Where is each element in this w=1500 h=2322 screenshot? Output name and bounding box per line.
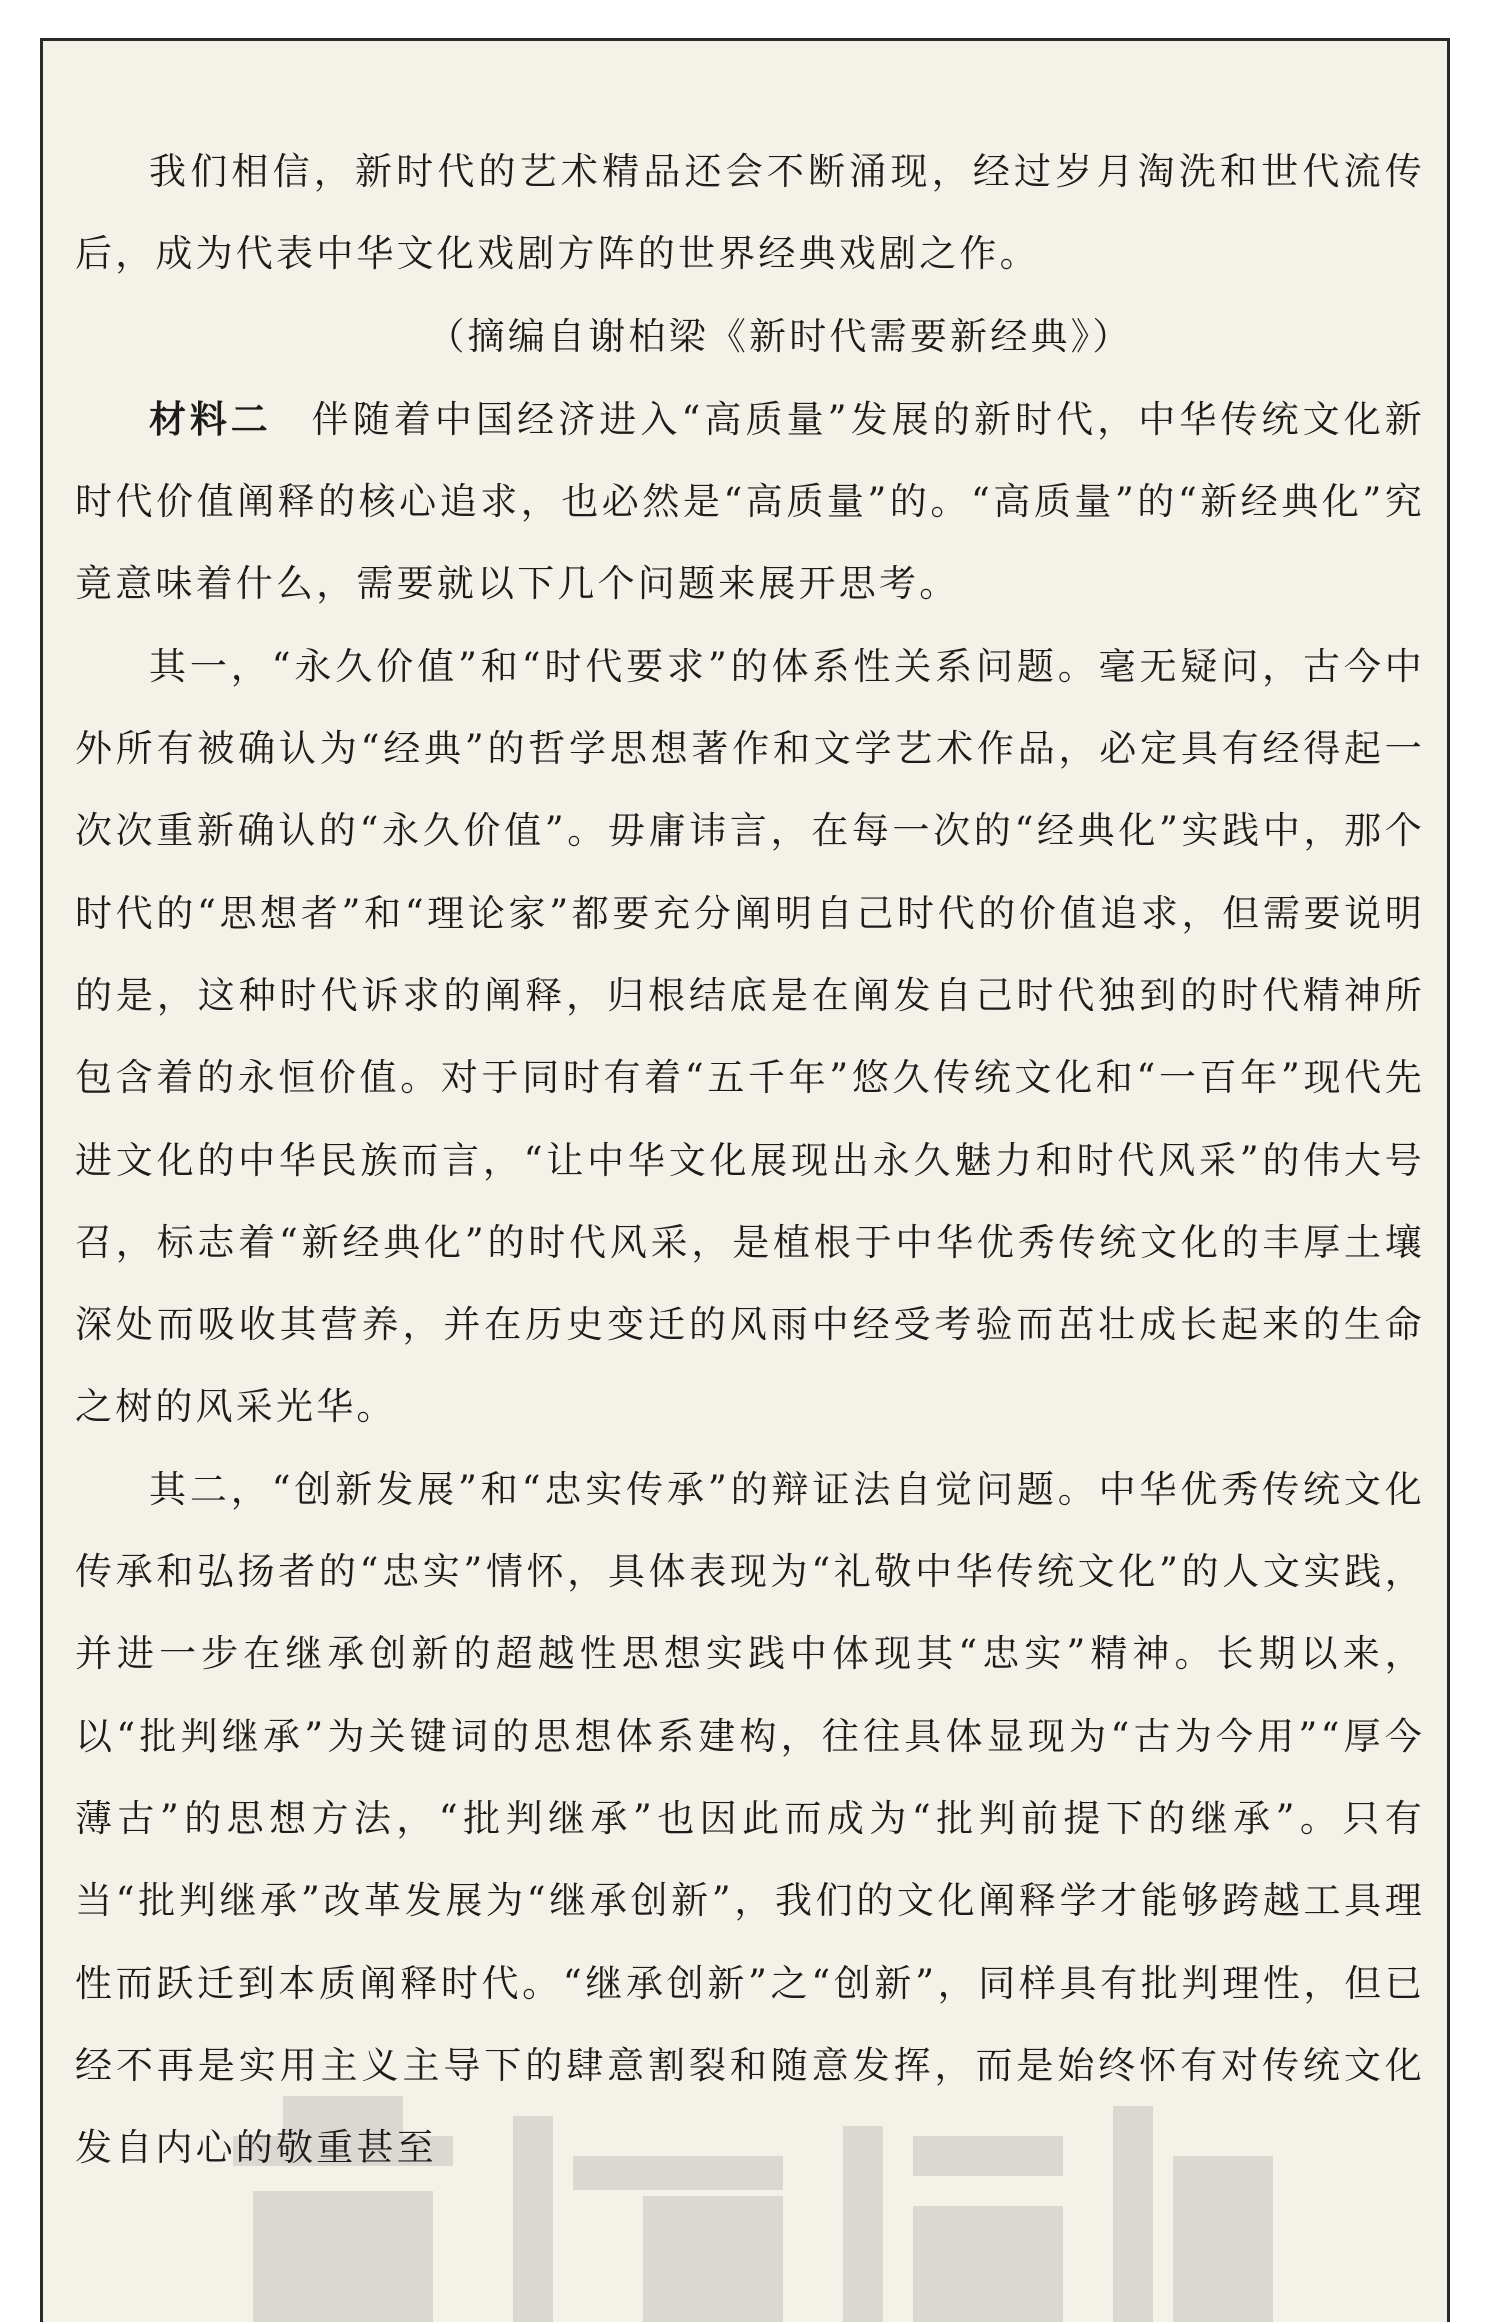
source-citation: （摘编自谢柏梁《新时代需要新经典》） bbox=[427, 314, 1133, 358]
document-page bbox=[40, 38, 1450, 2322]
paragraph-material-two bbox=[75, 378, 1425, 626]
material-label: 材料二 bbox=[149, 396, 272, 441]
paragraph-material-two-text: 伴随着中国经济进入“高质量”发展的新时代，中华传统文化新时代价值阐释的核心追求，也必然是“高质量”的。“高质量”的“新经典化”究竟意味着什么，需要就以下几个问题来展开思考。 bbox=[75, 397, 1425, 606]
paragraph-point-one: 其一，“永久价值”和“时代要求”的体系性关系问题。毫无疑问，古今中外所有被确认为“经典”的哲学思想著作和文学艺术作品，必定具有经得起一次次重新确认的“永久价值”。毋庸讳言，在每一次的“经典化”实践中，那个时代的“思想者”和“理论家”都要充分阐明自己时代的价值追求，但需要说明的是，这种时代诉求的阐释，归根结底是在阐发自己时代独到的时代精神所包含着的永恒价值。对于同时有着“五千年”悠久传统文化和“一百年”现代先进文化的中华民族而言，“让中华文化展现出永久魅力和时代风采”的伟大号召，标志着“新经典化”的时代风采，是植根于中华优秀传统文化的丰厚土壤深处而吸收其营养，并在历史变迁的风雨中经受考验而茁壮成长起来的生命之树的风采光华。 bbox=[75, 644, 1425, 1429]
paragraph-point-two: 其二，“创新发展”和“忠实传承”的辩证法自觉问题。中华优秀传统文化传承和弘扬者的“忠实”情怀，具体表现为“礼敬中华传统文化”的人文实践，并进一步在继承创新的超越性思想实践中体现其“忠实”精神。长期以来，以“批判继承”为关键词的思想体系建构，往往具体显现为“古为今用”“厚今薄古”的思想方法，“批判继承”也因此而成为“批判前提下的继承”。只有当“批判继承”改革发展为“继承创新”，我们的文化阐释学才能够跨越工具理性而跃迁到本质阐释时代。“继承创新”之“创新”，同样具有批判理性，但已经不再是实用主义主导下的肆意割裂和随意发挥，而是始终怀有对传统文化发自内心的敬重甚至 bbox=[75, 1467, 1425, 2170]
paragraph-1: 我们相信，新时代的艺术精品还会不断涌现，经过岁月淘洗和世代流传后，成为代表中华文化戏剧方阵的世界经典戏剧之作。 bbox=[75, 150, 1425, 276]
article-text bbox=[75, 131, 1425, 2189]
